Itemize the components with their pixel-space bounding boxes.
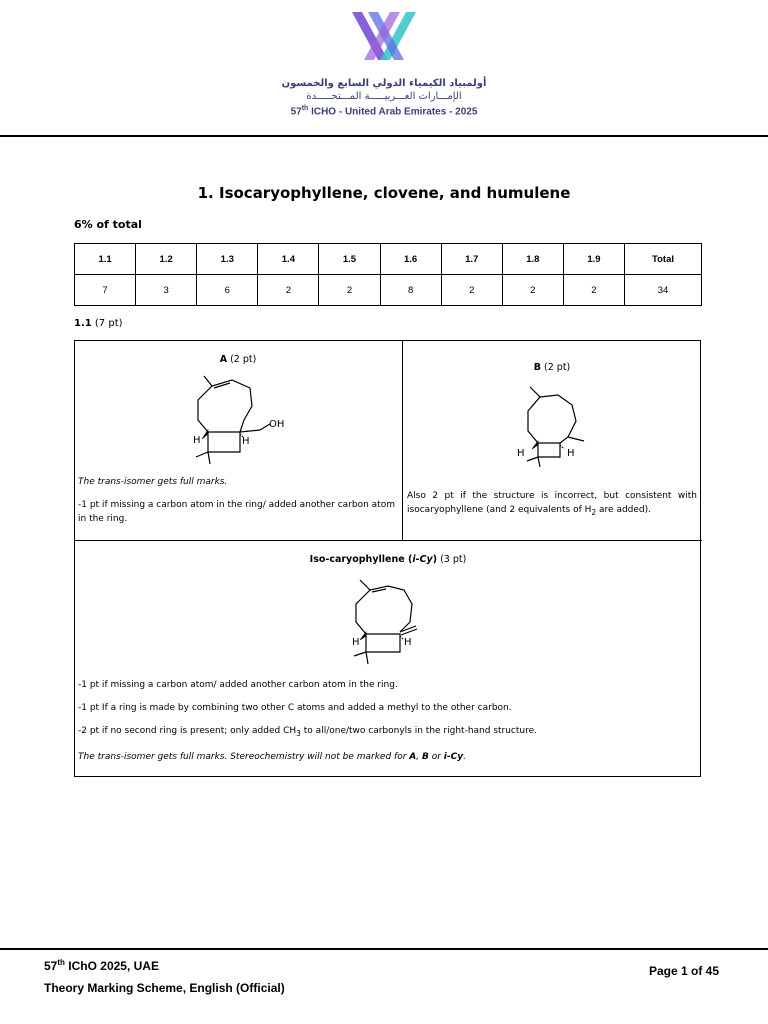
footer-divider [0, 948, 768, 950]
score-header-cell: 1.5 [319, 244, 380, 275]
score-header-cell: 1.7 [441, 244, 502, 275]
cell-icy-note-1: -1 pt if missing a carbon atom/ added another carbon atom in the ring. [78, 680, 398, 690]
structure-isocaryophyllene-molecule [340, 574, 450, 669]
header-divider [0, 135, 768, 137]
share-of-total: 6% of total [74, 218, 142, 231]
arabic-event-name: أولمبياد الكيمياء الدولي السابع والخمسون [281, 78, 487, 89]
cell-icy-title: Iso-caryophyllene (i-Cy) (3 pt) [309, 554, 467, 565]
cell-icy-note-2: -1 pt If a ring is made by combining two other C atoms and added a methyl to the other carbon. [78, 703, 512, 713]
score-value-cell: 2 [563, 275, 624, 306]
cell-icy-note-4: The trans-isomer gets full marks. Stereochemistry will not be marked for A, B or i-Cy. [78, 752, 466, 762]
arabic-country-name: الإمـــارات العـــربيـــــة المـــتحـــــدة [306, 91, 462, 102]
structure-a-molecule [180, 372, 300, 467]
score-value-cell: 2 [319, 275, 380, 306]
atom-label: OH [269, 419, 285, 430]
question-label: 1.1 (7 pt) [74, 318, 123, 329]
score-value-cell: 2 [258, 275, 319, 306]
score-header-cell: 1.4 [258, 244, 319, 275]
score-value-cell: 6 [197, 275, 258, 306]
page-title: 1. Isocaryophyllene, clovene, and humulene [197, 184, 571, 202]
score-header-cell: 1.1 [75, 244, 136, 275]
score-value-cell: 2 [502, 275, 563, 306]
score-value-cell: 3 [136, 275, 197, 306]
atom-label: H [567, 448, 575, 459]
score-value-cell: 34 [625, 275, 702, 306]
score-header-cell: 1.3 [197, 244, 258, 275]
atom-label: H [352, 637, 360, 648]
cell-icy-note-3: -2 pt if no second ring is present; only added $CH_3$ to all/one/two carbonyls in the right-hand structure. [78, 726, 538, 738]
page-number: Page 1 of 45 [649, 964, 720, 978]
score-header-cell: 1.2 [136, 244, 197, 275]
score-table-value-row [75, 275, 702, 306]
score-value-cell: 2 [441, 275, 502, 306]
structure-b-molecule [510, 385, 600, 470]
score-table-header-row [75, 244, 702, 275]
cell-a-note-deduction: -1 pt if missing a carbon atom in the ring/ added another carbon atom in the ring. [78, 500, 395, 524]
cell-a-title: A (2 pt) [219, 354, 257, 365]
atom-label: H [193, 435, 201, 446]
icho-logo-icon [348, 12, 420, 60]
cell-b-note: Also 2 pt if the structure is incorrect, but consistent with isocaryophyllene (and 2 equivalents of $H_2$ are added). [407, 491, 697, 517]
score-header-cell: Total [625, 244, 702, 275]
atom-label: H [404, 637, 412, 648]
atom-label: H [242, 436, 250, 447]
score-header-cell: 1.8 [502, 244, 563, 275]
score-header-cell: 1.6 [380, 244, 441, 275]
score-value-cell: 7 [75, 275, 136, 306]
score-table [74, 243, 702, 306]
atom-label: H [517, 448, 525, 459]
footer-document-name: Theory Marking Scheme, English (Official) [44, 981, 285, 995]
score-value-cell: 8 [380, 275, 441, 306]
cell-b-title: B (2 pt) [533, 362, 571, 373]
cell-divider-horizontal [74, 540, 702, 541]
event-name: 57th ICHO - United Arab Emirates - 2025 [290, 105, 478, 118]
score-header-cell: 1.9 [563, 244, 624, 275]
footer-event: 57th IChO 2025, UAE [44, 958, 159, 973]
cell-a-note-trans: The trans-isomer gets full marks. [78, 477, 228, 487]
